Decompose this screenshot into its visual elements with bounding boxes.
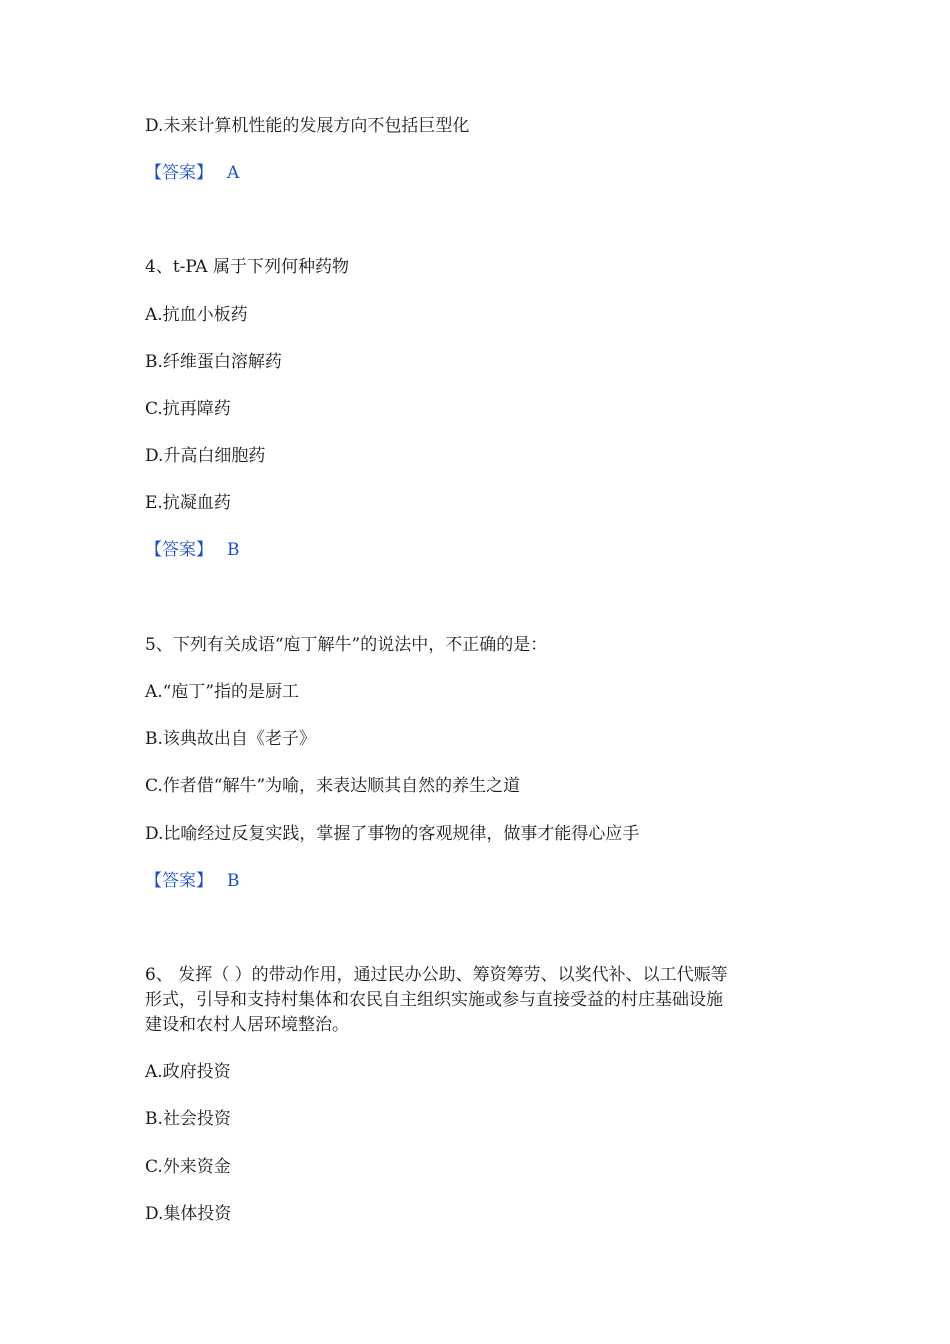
q3-option-d: D.未来计算机性能的发展方向不包括巨型化: [145, 116, 470, 136]
answer-value: A: [227, 163, 240, 183]
q4-option-a: A.抗血小板药: [145, 305, 248, 325]
answer-label: 【答案】: [145, 871, 213, 891]
q5-option-c: C.作者借“解牛”为喻，来表达顺其自然的养生之道: [145, 776, 521, 796]
q4-option-d: D.升高白细胞药: [145, 446, 266, 466]
q6-stem-line-1: 6、 发挥（ ）的带动作用，通过民办公助、筹资筹劳、以奖代补、以工代赈等: [145, 965, 728, 985]
q6-stem-line-2: 形式，引导和支持村集体和农民自主组织实施或参与直接受益的村庄基础设施: [145, 990, 723, 1010]
q5-stem: 5、下列有关成语“庖丁解牛”的说法中，不正确的是：: [145, 635, 548, 655]
answer-value: B: [227, 540, 240, 560]
q6-option-b: B.社会投资: [145, 1109, 231, 1129]
q4-option-b: B.纤维蛋白溶解药: [145, 352, 282, 372]
q6-option-a: A.政府投资: [145, 1062, 231, 1082]
q5-option-b: B.该典故出自《老子》: [145, 729, 316, 749]
q6-option-c: C.外来资金: [145, 1157, 231, 1177]
q6-option-d: D.集体投资: [145, 1204, 232, 1224]
q4-stem: 4、t-PA 属于下列何种药物: [145, 257, 349, 277]
answer-value: B: [227, 871, 240, 891]
q3-answer: [145, 161, 239, 185]
q5-answer: [145, 869, 240, 893]
q5-option-d: D.比喻经过反复实践，掌握了事物的客观规律，做事才能得心应手: [145, 824, 640, 844]
q5-option-a: A.“庖丁”指的是厨工: [145, 682, 300, 702]
answer-label: 【答案】: [145, 163, 213, 183]
q4-option-c: C.抗再障药: [145, 399, 231, 419]
answer-label: 【答案】: [145, 540, 213, 560]
q4-answer: [145, 538, 240, 562]
q4-option-e: E.抗凝血药: [145, 493, 231, 513]
q6-stem-line-3: 建设和农村人居环境整治。: [145, 1015, 349, 1035]
